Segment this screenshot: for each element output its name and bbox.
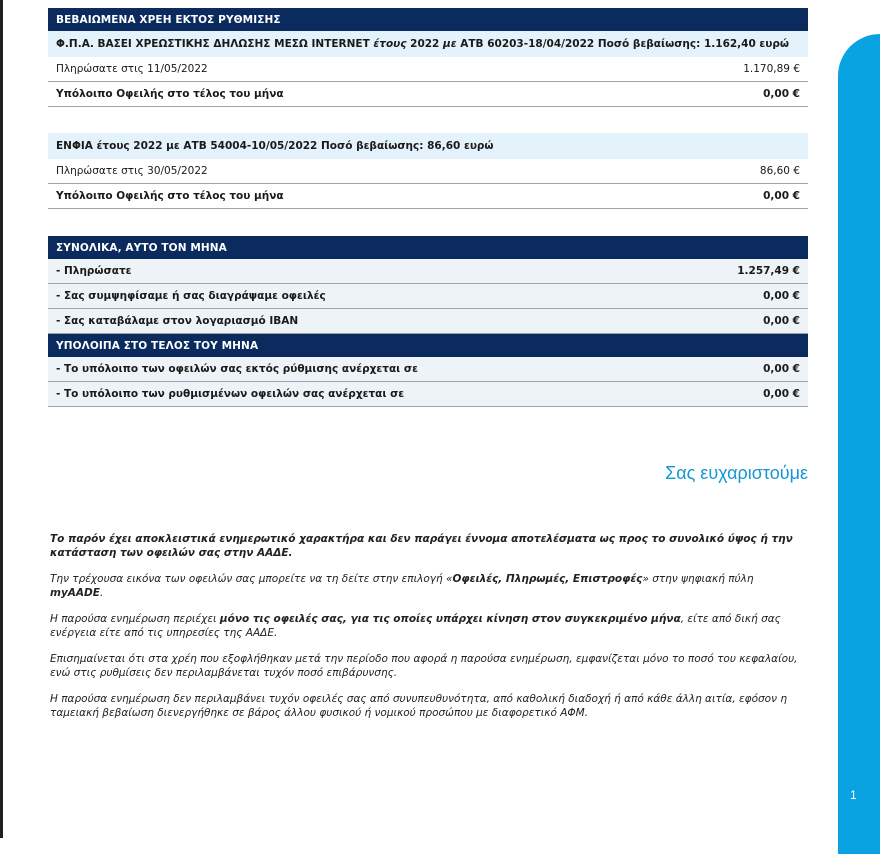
table-row xyxy=(48,82,808,107)
table-row xyxy=(48,259,808,284)
balances-label: - Το υπόλοιπο των ρυθμισμένων οφειλών σας ανέρχεται σε xyxy=(48,382,672,407)
balance-amount: 0,00 € xyxy=(672,82,808,107)
balances-label: - Το υπόλοιπο των οφειλών σας εκτός ρύθμισης ανέρχεται σε xyxy=(48,357,672,382)
table-row xyxy=(48,159,808,184)
totals-amount: 0,00 € xyxy=(672,309,808,334)
table-row xyxy=(48,184,808,209)
paid-label: Πληρώσατε στις 11/05/2022 xyxy=(48,57,672,82)
balances-amount: 0,00 € xyxy=(672,382,808,407)
note-paragraph: Επισημαίνεται ότι στα χρέη που εξοφλήθηκαν μετά την περίοδο που αφορά η παρούσα ενημέρωση, εμφανίζεται μόνο το ποσό του κεφαλαίου, ενώ στις ρυθμίσεις δεν περιλαμβάνεται τυχόν ποσό επιβάρυνσης. xyxy=(50,653,798,679)
table-row xyxy=(48,382,808,407)
note-paragraph: Το παρόν έχει αποκλειστικά ενημερωτικό χαρακτήρα και δεν παράγει έννομα αποτελέσματα ως προς το συνολικό ύψος ή την κατάσταση των οφειλών σας στην ΑΑΔΕ. xyxy=(50,533,793,559)
totals-label: - Πληρώσατε xyxy=(48,259,672,284)
totals-amount: 0,00 € xyxy=(672,284,808,309)
side-decoration-band xyxy=(838,34,880,854)
page-number: 1 xyxy=(850,788,857,802)
paid-amount: 86,60 € xyxy=(672,159,808,184)
debt-item-title: Φ.Π.Α. ΒΑΣΕΙ ΧΡΕΩΣΤΙΚΗΣ ΔΗΛΩΣΗΣ ΜΕΣΩ INTERNET έτους 2022 με ΑΤΒ 60203-18/04/2022 Ποσό βεβαίωσης: 1.162,40 ευρώ xyxy=(48,31,808,57)
table-row xyxy=(48,309,808,334)
debt-item-title: ΕΝΦΙΑ έτους 2022 με ΑΤΒ 54004-10/05/2022 Ποσό βεβαίωσης: 86,60 ευρώ xyxy=(48,133,808,159)
table-row xyxy=(48,357,808,382)
paid-amount: 1.170,89 € xyxy=(672,57,808,82)
table-row xyxy=(48,284,808,309)
left-edge-rule xyxy=(0,0,3,838)
confirmed-debts-table xyxy=(48,8,808,236)
totals-label: - Σας συμψηφίσαμε ή σας διαγράψαμε οφειλές xyxy=(48,284,672,309)
table-row xyxy=(48,57,808,82)
totals-label: - Σας καταβάλαμε στον λογαριασμό IBAN xyxy=(48,309,672,334)
thank-you-heading: Σας ευχαριστούμε xyxy=(665,463,808,483)
totals-amount: 1.257,49 € xyxy=(672,259,808,284)
section-header: ΥΠΟΛΟΙΠΑ ΣΤΟ ΤΕΛΟΣ ΤΟΥ ΜΗΝΑ xyxy=(48,334,808,358)
statement-content xyxy=(48,8,808,407)
balances-amount: 0,00 € xyxy=(672,357,808,382)
note-paragraph: Η παρούσα ενημέρωση δεν περιλαμβάνει τυχόν οφειλές σας από συνυπευθυνότητα, από καθολική διαδοχή ή από κάθε άλλη αιτία, εφόσον η ταμειακή βεβαίωση διενεργήθηκε σε βάρος άλλου φυσικού ή νομικού προσώπου με διαφορετικό ΑΦΜ. xyxy=(50,693,787,719)
balance-label: Υπόλοιπο Οφειλής στο τέλος του μήνα xyxy=(48,82,672,107)
note-paragraph: Η παρούσα ενημέρωση περιέχει μόνο τις οφειλές σας, για τις οποίες υπάρχει κίνηση στον συγκεκριμένο μήνα, είτε από δική σας ενέργεια είτε από τις υπηρεσίες της ΑΑΔΕ. xyxy=(50,613,781,639)
balance-label: Υπόλοιπο Οφειλής στο τέλος του μήνα xyxy=(48,184,672,209)
paid-label: Πληρώσατε στις 30/05/2022 xyxy=(48,159,672,184)
monthly-totals-table xyxy=(48,236,808,407)
section-header: ΣΥΝΟΛΙΚΑ, ΑΥΤΟ ΤΟΝ ΜΗΝΑ xyxy=(48,236,808,259)
section-header: ΒΕΒΑΙΩΜΕΝΑ ΧΡΕΗ ΕΚΤΟΣ ΡΥΘΜΙΣΗΣ xyxy=(48,8,808,31)
disclaimer-notes xyxy=(50,532,810,732)
balance-amount: 0,00 € xyxy=(672,184,808,209)
note-paragraph: Την τρέχουσα εικόνα των οφειλών σας μπορείτε να τη δείτε στην επιλογή «Οφειλές, Πληρωμές, Επιστροφές» στην ψηφιακή πύλη myAADE. xyxy=(50,573,754,599)
